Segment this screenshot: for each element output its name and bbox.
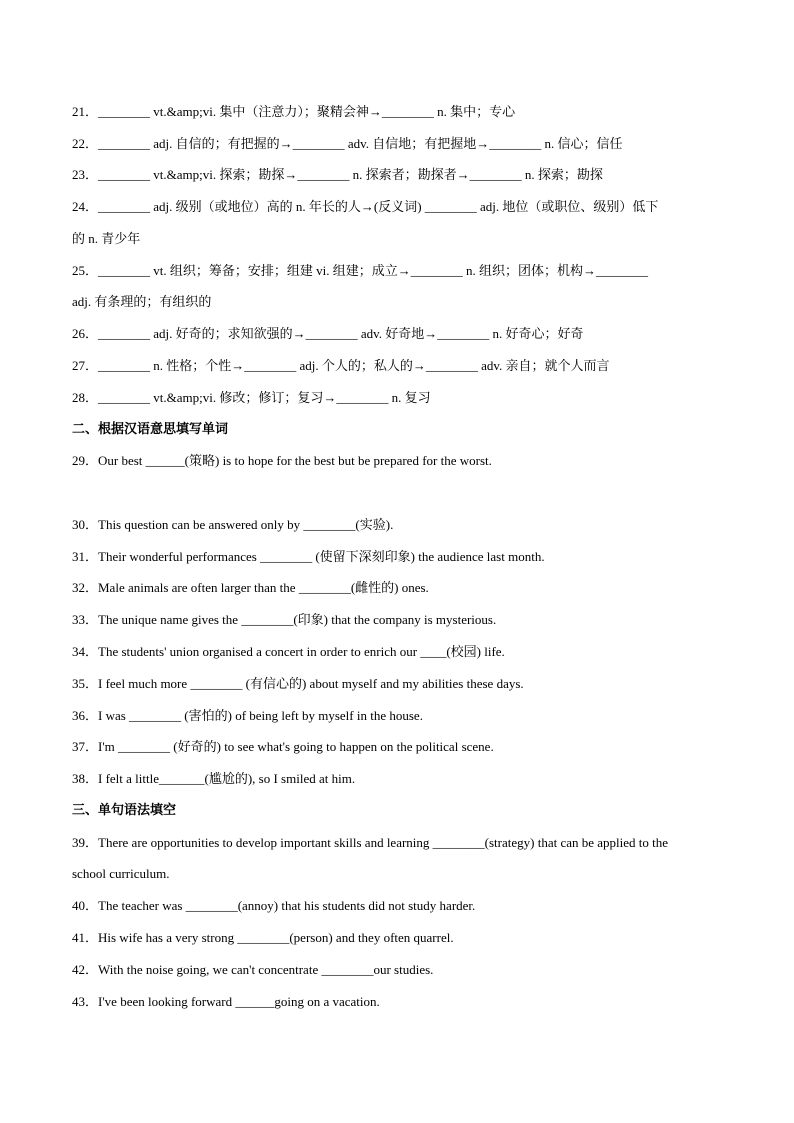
section-heading-3: 三、单句语法填空	[72, 803, 177, 818]
fill-item-34: 34．The students' union organised a concert in order to enrich our ____(校园) life.	[72, 644, 505, 659]
vocab-item-24: 24．________ adj. 级别（或地位）高的 n. 年长的人→(反义词) ________ adj. 地位（或职位、级别）低下	[72, 199, 659, 214]
grammar-item-39-continued: school curriculum.	[72, 866, 170, 881]
fill-item-31: 31．Their wonderful performances ________ (使留下深刻印象) the audience last month.	[72, 549, 545, 564]
fill-item-37: 37．I'm ________ (好奇的) to see what's going to happen on the political scene.	[72, 739, 494, 754]
fill-item-30: 30．This question can be answered only by ________(实验).	[72, 517, 394, 532]
vocab-item-25: 25．________ vt. 组织；筹备；安排；组建 vi. 组建；成立→________ n. 组织；团体；机构→________	[72, 263, 648, 278]
vocab-item-28: 28．________ vt.&amp;vi. 修改；修订；复习→________ n. 复习	[72, 390, 431, 405]
grammar-item-39: 39．There are opportunities to develop important skills and learning ________(strategy) that can be applied to the	[72, 835, 669, 850]
fill-item-35: 35．I feel much more ________ (有信心的) about myself and my abilities these days.	[72, 676, 524, 691]
fill-item-29: 29．Our best ______(策略) is to hope for the best but be prepared for the worst.	[72, 453, 492, 468]
vocab-item-23: 23．________ vt.&amp;vi. 探索；勘探→________ n. 探索者；勘探者→________ n. 探索；勘探	[72, 167, 603, 182]
grammar-item-41: 41．His wife has a very strong ________(person) and they often quarrel.	[72, 930, 454, 945]
vocab-item-21: 21．________ vt.&amp;vi. 集中（注意力）；聚精会神→________ n. 集中；专心	[72, 104, 516, 119]
fill-item-36: 36．I was ________ (害怕的) of being left by myself in the house.	[72, 708, 423, 723]
grammar-item-42: 42．With the noise going, we can't concentrate ________our studies.	[72, 962, 434, 977]
section-heading-2: 二、根据汉语意思填写单词	[72, 422, 229, 437]
fill-item-33: 33．The unique name gives the ________(印象) that the company is mysterious.	[72, 612, 497, 627]
vocab-item-27: 27．________ n. 性格；个性→________ adj. 个人的；私人的→________ adv. 亲自；就个人而言	[72, 358, 610, 373]
vocab-item-22: 22．________ adj. 自信的；有把握的→________ adv. 自信地；有把握地→________ n. 信心；信任	[72, 136, 623, 151]
grammar-item-43: 43．I've been looking forward ______going on a vacation.	[72, 994, 380, 1009]
fill-item-32: 32．Male animals are often larger than the ________(雌性的) ones.	[72, 580, 429, 595]
vocab-item-25-continued: adj. 有条理的；有组织的	[72, 294, 212, 309]
vocab-item-24-continued: 的 n. 青少年	[72, 231, 141, 246]
grammar-item-40: 40．The teacher was ________(annoy) that his students did not study harder.	[72, 898, 476, 913]
vocab-item-26: 26．________ adj. 好奇的；求知欲强的→________ adv. 好奇地→________ n. 好奇心；好奇	[72, 326, 584, 341]
fill-item-38: 38．I felt a little_______(尴尬的), so I smiled at him.	[72, 771, 356, 786]
